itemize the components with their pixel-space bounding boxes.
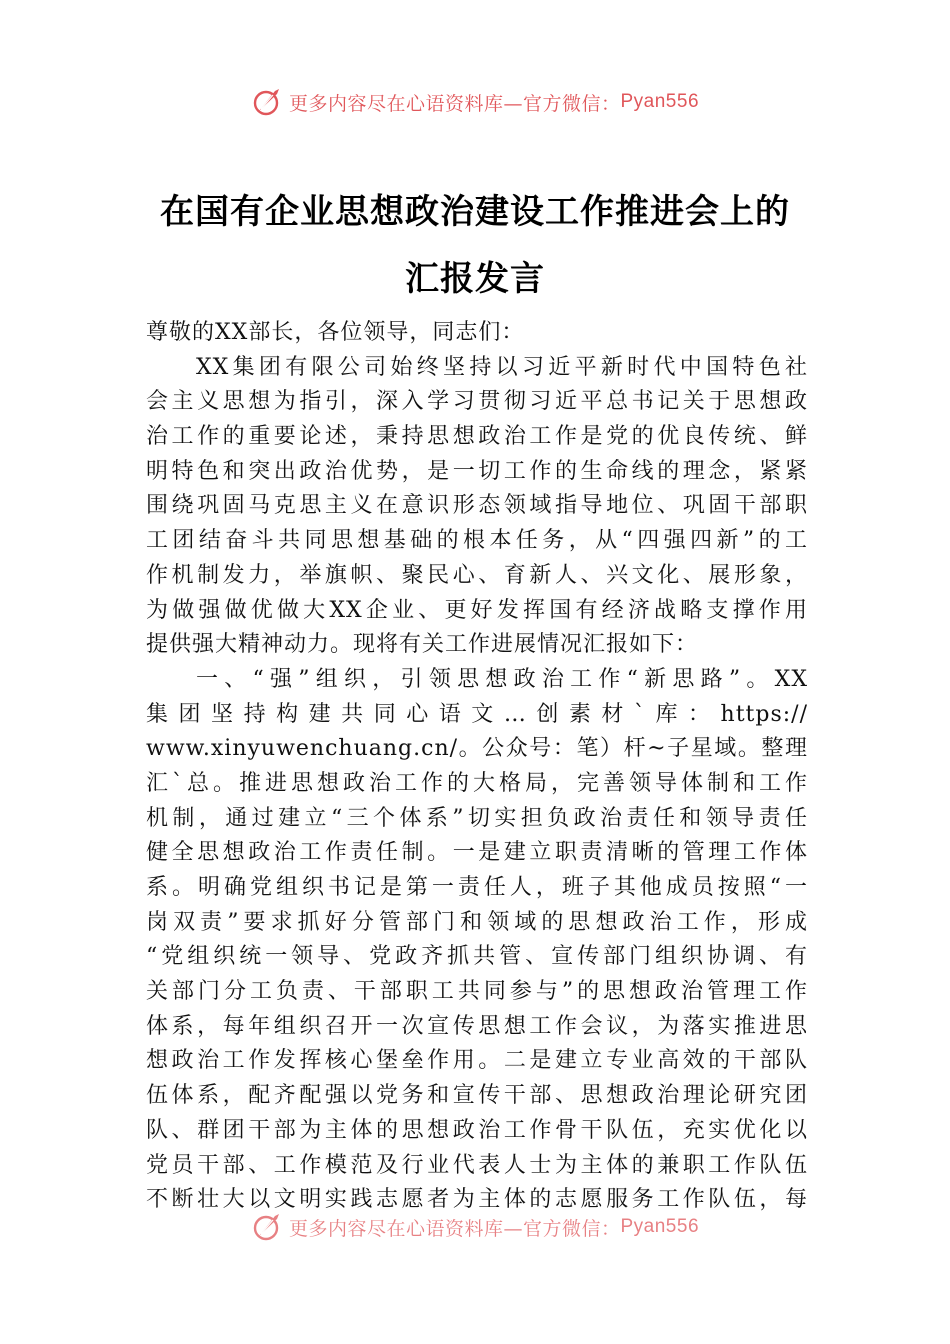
document-body <box>146 316 808 1218</box>
footer-wechat-id: Pyan556 <box>620 1216 700 1237</box>
text-line: 明特色和突出政治优势，是一切工作的生命线的理念，紧紧 <box>146 458 808 484</box>
header-banner <box>0 82 950 122</box>
text-line: 提供强大精神动力。现将有关工作进展情况汇报如下： <box>146 632 699 658</box>
text-line: www.xinyuwenchuang.cn/。公众号：笔）杆~子星域。整理 <box>146 736 808 762</box>
text-line: 围绕巩固马克思主义在意识形态领域指导地位、巩固干部职 <box>146 493 808 519</box>
text-line: 岗双责”要求抓好分管部门和领域的思想政治工作，形成 <box>146 909 808 935</box>
text-line: 为做强做优做大XX企业、更好发挥国有经济战略支撑作用 <box>146 597 808 623</box>
header-banner-text: 更多内容尽在心语资料库—官方微信： <box>288 92 621 115</box>
footer-banner <box>0 1207 950 1247</box>
text-line: 健全思想政治工作责任制。一是建立职责清晰的管理工作体 <box>146 840 808 866</box>
quill-logo-icon <box>251 1210 285 1244</box>
text-line: 伍体系，配齐配强以党务和宣传干部、思想政治理论研究团 <box>146 1083 808 1109</box>
text-line: “党组织统一领导、党政齐抓共管、宣传部门组织协调、有 <box>146 944 808 970</box>
text-line: 治工作的重要论述，秉持思想政治工作是党的优良传统、鲜 <box>146 424 808 450</box>
section-heading-line: 一、“强”组织，引领思想政治工作“新思路”。XX <box>196 666 808 692</box>
text-line: 工团结奋斗共同思想基础的根本任务，从“四强四新”的工 <box>146 528 808 554</box>
document-title-line-2: 汇报发言 <box>405 261 545 298</box>
text-line: 党员干部、工作模范及行业代表人士为主体的兼职工作队伍 <box>146 1152 808 1178</box>
text-line: 系。明确党组织书记是第一责任人，班子其他成员按照“一 <box>146 875 808 900</box>
text-line: XX集团有限公司始终坚持以习近平新时代中国特色社 <box>196 354 808 380</box>
text-line: 集团坚持构建共同心语文…创素材`库：https:// <box>146 701 808 727</box>
footer-banner-text: 更多内容尽在心语资料库—官方微信： <box>288 1217 621 1240</box>
text-line: 队、群团干部为主体的思想政治工作骨干队伍，充实优化以 <box>146 1117 808 1143</box>
text-line: 想政治工作发挥核心堡垒作用。二是建立专业高效的干部队 <box>146 1048 808 1074</box>
document-title-line-1: 在国有企业思想政治建设工作推进会上的 <box>160 194 790 231</box>
text-line: 体系，每年组织召开一次宣传思想工作会议，为落实推进思 <box>146 1013 808 1039</box>
salutation-line: 尊敬的XX部长，各位领导，同志们： <box>146 320 525 345</box>
text-line: 机制，通过建立“三个体系”切实担负政治责任和领导责任 <box>146 805 808 831</box>
text-line: 关部门分工负责、干部职工共同参与”的思想政治管理工作 <box>146 979 808 1005</box>
text-line: 作机制发力，举旗帜、聚民心、育新人、兴文化、展形象， <box>146 562 808 588</box>
text-line: 不断壮大以文明实践志愿者为主体的志愿服务工作队伍，每 <box>146 1187 808 1213</box>
text-line: 汇`总。推进思想政治工作的大格局，完善领导体制和工作 <box>146 770 808 796</box>
header-wechat-id: Pyan556 <box>620 91 700 112</box>
quill-logo-icon <box>251 85 285 119</box>
text-line: 会主义思想为指引，深入学习贯彻习近平总书记关于思想政 <box>146 389 808 415</box>
